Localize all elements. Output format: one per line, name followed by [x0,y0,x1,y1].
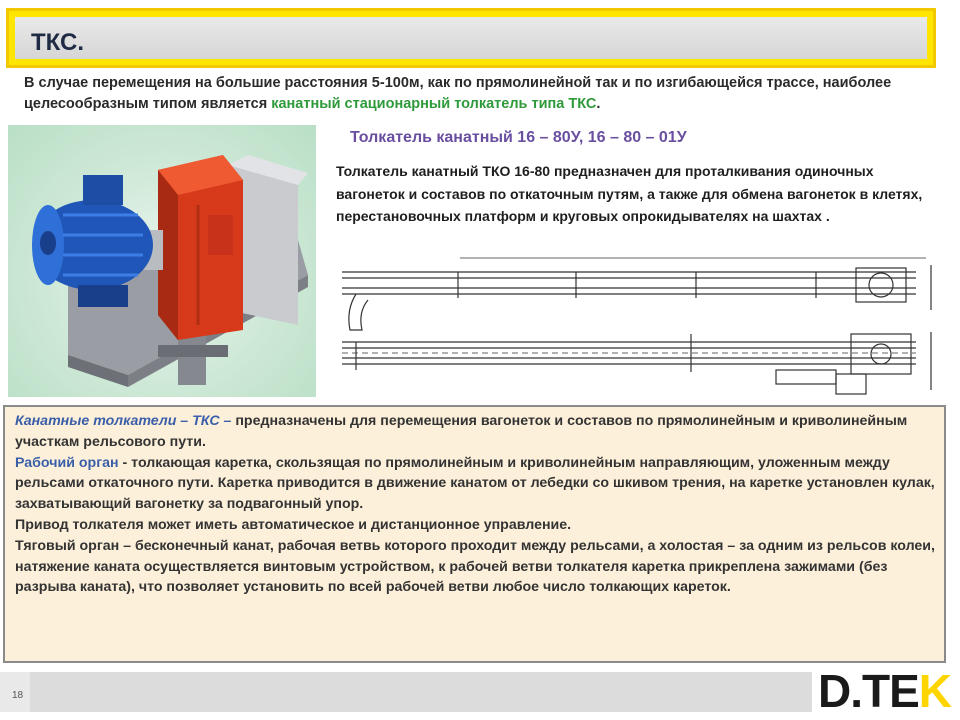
machine-photo [8,125,316,397]
info-p4: Тяговый орган – бесконечный канат, рабочая ветвь которого проходит между рельсами, а холостая – за одним из рельсов колеи, натяжение каната осуществляется винтовым устройством, к рабочей ветви толкателя каретка прикреплена зажимами (без разрыва каната), что позволяет установить по всей рабочей ветви любое число толкающих кареток. [15,537,935,596]
intro-highlight: канатный стационарный толкатель типа ТКС [271,96,597,112]
intro-text-1: В случае перемещения на большие расстояния 5-100м, как по прямолинейной так и по изгибающейся трассе, наиболее целесообразным типом является [24,75,892,112]
logo-part1: D.TE [818,665,919,717]
info-p1-rest: предназначены для перемещения вагонеток и составов по прямолинейным и криволинейным участкам рельсового пути. [15,413,908,450]
info-p2-rest: - толкающая каретка, скользящая по прямолинейным и криволинейным направляющим, уложенным между рельсами откаточного пути. Каретка приводится в движение канатом от лебедки со шкивом трения, на каретке установлен кулак, захватывающий вагонетку за подвагонный упор. [15,454,935,513]
slide-title: ТКС. [31,29,84,56]
title-bar [6,8,936,68]
title-panel [15,17,927,59]
logo-text [818,665,952,717]
intro-paragraph [24,73,944,115]
info-p2-lead: Рабочий орган [15,454,119,471]
info-box [3,405,946,663]
intro-text-2: . [596,96,601,112]
info-p3: Привод толкателя может иметь автоматическое и дистанционное управление. [15,516,572,533]
footer-bar [0,672,812,712]
cable-pusher-machine-icon [8,125,316,397]
product-subtitle: Толкатель канатный 16 – 80У, 16 – 80 – 01У [350,129,687,146]
logo-part2: K [918,665,952,717]
product-description: Толкатель канатный ТКО 16-80 предназначен для проталкивания одиночных вагонеток и составов по откаточным путям, а также для обмена вагонеток в клетях, перестановочных платформ и круговых опрокидывателях на шахтах . [336,163,923,224]
info-p1-lead: Канатные толкатели – ТКС – [15,413,232,429]
dtek-logo [818,665,952,717]
info-box-text [15,411,940,598]
technical-drawing [336,250,948,400]
page-number: 18 [12,690,24,701]
